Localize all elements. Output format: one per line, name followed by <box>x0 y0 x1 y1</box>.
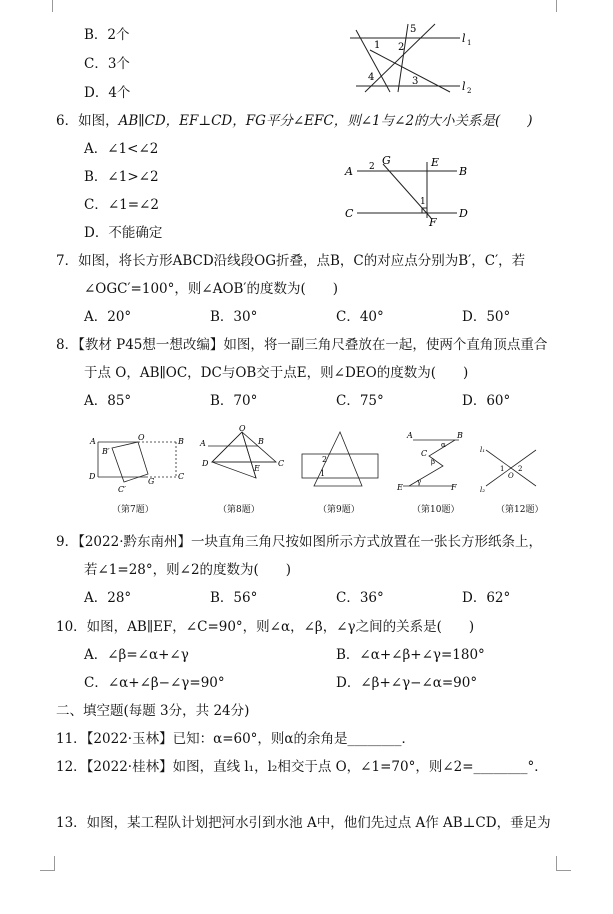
section-2-heading: 二、填空题(每题 3分，共 24分) <box>56 703 250 719</box>
fig7-folded-rect <box>112 442 148 482</box>
q6-option-b: B．∠1>∠2 <box>84 169 159 185</box>
q9-option-d: D．62° <box>462 590 511 606</box>
caption-figure-12: （第12题） <box>496 505 544 515</box>
q6-option-c: C．∠1=∠2 <box>84 197 159 213</box>
q5-angle-2: 2 <box>398 42 405 53</box>
figure-10 <box>395 428 475 500</box>
q5-label-l2-sub: 2 <box>467 87 472 95</box>
q9-stem-line2: 若∠1=28°，则∠2的度数为( ) <box>84 562 292 578</box>
q7-option-b: B．30° <box>210 309 258 325</box>
q10-option-c: C．∠α+∠β−∠γ=90° <box>84 675 225 691</box>
crop-mark-bottom-left <box>40 856 55 871</box>
fig7-label-g: G <box>148 477 155 486</box>
figure-7 <box>88 432 188 502</box>
fig12-angle-2: 2 <box>518 465 523 473</box>
q7-option-c: C．40° <box>336 309 384 325</box>
fig7-label-b: B <box>178 437 184 446</box>
q5-label-l1-sub: 1 <box>467 39 472 47</box>
q7-option-a: A．20° <box>84 309 132 325</box>
q6-angle-1: 1 <box>420 197 426 207</box>
fig10-label-b: B <box>457 431 463 440</box>
q6-option-a: A．∠1<∠2 <box>84 141 159 157</box>
q12: 12．【2022·桂林】如图，直线 l₁，l₂相交于点 O，∠1=70°，则∠2=________°． <box>56 759 548 775</box>
q9-option-c: C．36° <box>336 590 384 606</box>
q8-stem-line1: 8．【教材 P45想一想改编】如图，将一副三角尺叠放在一起，使两个直角顶点重合 <box>56 337 548 353</box>
fig8-triangle-1 <box>212 432 276 462</box>
fig10-label-f: F <box>451 483 457 492</box>
q5-label-l1: l <box>462 32 466 45</box>
q7-stem-line1: 7．如图，将长方形ABCD沿线段OG折叠，点B，C的对应点分别为B′，C′，若 <box>56 253 526 269</box>
fig10-label-e: E <box>397 483 403 492</box>
crop-mark-bottom-right <box>556 856 571 871</box>
fig9-angle-1: 1 <box>320 469 326 478</box>
q5-label-l2: l <box>462 80 466 93</box>
fig8-label-b: B <box>258 437 264 446</box>
crop-mark-top-right <box>556 0 571 12</box>
fig12-angle-1: 1 <box>500 465 505 473</box>
fig8-label-d: D <box>202 459 209 468</box>
fig7-label-a: A <box>90 437 96 446</box>
q6-line-gf <box>383 164 431 218</box>
q8-stem-line2: 于点 O，AB∥OC，DC与OB交于点E，则∠DEO的度数为( ) <box>84 365 469 381</box>
fig7-label-c: C <box>178 472 185 481</box>
q6-label-b: B <box>459 165 468 178</box>
caption-figure-7: （第7题） <box>112 505 154 515</box>
q5-angle-4: 4 <box>368 72 375 83</box>
fig8-label-e: E <box>254 464 260 473</box>
caption-figure-8: （第8题） <box>218 505 260 515</box>
fig9-paper-strip <box>302 454 378 478</box>
q9-option-a: A．28° <box>84 590 132 606</box>
q7-stem-line2: ∠OGC′=100°，则∠AOB′的度数为( ) <box>84 281 339 297</box>
q6-number: 6．如图， <box>56 113 119 129</box>
q6-angle-2: 2 <box>369 162 375 172</box>
q13: 13．如图，某工程队计划把河水引到水池 A中，他们先过点 A作 AB⊥CD，垂足为 <box>56 815 551 831</box>
fig8-label-c: C <box>278 459 285 468</box>
q6-label-a: A <box>345 165 353 178</box>
caption-figure-10: （第10题） <box>412 505 460 515</box>
q9-stem-line1: 9．【2022·黔东南州】一块直角三角尺按如图所示方式放置在一张长方形纸条上， <box>56 534 542 550</box>
q5-angle-1: 1 <box>374 40 381 51</box>
q6-stem-text: AB∥CD，EF⊥CD，FG平分∠EFC，则∠1与∠2的大小关系是( ) <box>118 113 533 129</box>
q10-option-d: D．∠β+∠γ−∠α=90° <box>336 675 478 691</box>
fig10-label-c: C <box>421 449 428 458</box>
q9-option-b: B．56° <box>210 590 258 606</box>
fig7-label-d: D <box>89 472 96 481</box>
q6-option-d: D．不能确定 <box>84 225 163 241</box>
fig9-angle-2: 2 <box>322 455 328 464</box>
fig10-label-a: A <box>407 431 413 440</box>
q5-option-d: D．4个 <box>84 85 131 101</box>
q8-option-d: D．60° <box>462 393 511 409</box>
figure-12 <box>478 440 548 496</box>
figure-8 <box>198 424 288 502</box>
q6-label-c: C <box>345 207 354 220</box>
fig7-label-bp: B′ <box>102 447 110 456</box>
fig12-label-o: O <box>508 472 514 480</box>
q8-option-b: B．70° <box>210 393 258 409</box>
q7-option-d: D．50° <box>462 309 511 325</box>
fig10-alpha: α <box>441 441 446 449</box>
q6-label-g: G <box>382 154 391 167</box>
q8-option-c: C．75° <box>336 393 384 409</box>
q5-angle-5: 5 <box>410 24 417 35</box>
q10-stem: 10．如图，AB∥EF，∠C=90°，则∠α，∠β，∠γ之间的关系是( ) <box>56 619 475 635</box>
crop-mark-top-left <box>38 0 53 12</box>
fig10-beta: β <box>431 458 436 466</box>
q10-option-b: B．∠α+∠β+∠γ=180° <box>336 647 485 663</box>
q6-stem <box>56 112 533 130</box>
fig7-label-cp: C′ <box>118 485 126 494</box>
q11: 11．【2022·玉林】已知：α=60°，则α的余角是________． <box>56 731 416 747</box>
q5-option-c: C．3个 <box>84 56 130 72</box>
fig8-label-a: A <box>200 439 206 448</box>
fig8-label-o: O <box>239 424 246 433</box>
q10-option-a: A．∠β=∠α+∠γ <box>84 647 189 663</box>
q5-figure <box>350 20 490 100</box>
fig10-gamma: γ <box>417 478 422 486</box>
figure-9 <box>296 430 386 500</box>
caption-figure-9: （第9题） <box>318 505 360 515</box>
q5-option-b: B．2个 <box>84 27 130 43</box>
q6-label-f: F <box>429 216 437 229</box>
q6-figure <box>345 152 480 227</box>
q6-label-e: E <box>431 156 440 169</box>
q8-option-a: A．85° <box>84 393 132 409</box>
q6-label-d: D <box>459 207 468 220</box>
fig7-label-o: O <box>138 433 145 442</box>
fig12-label-l2: l₂ <box>480 486 486 494</box>
fig12-label-l1: l₁ <box>480 446 486 454</box>
q5-angle-3: 3 <box>412 76 419 87</box>
